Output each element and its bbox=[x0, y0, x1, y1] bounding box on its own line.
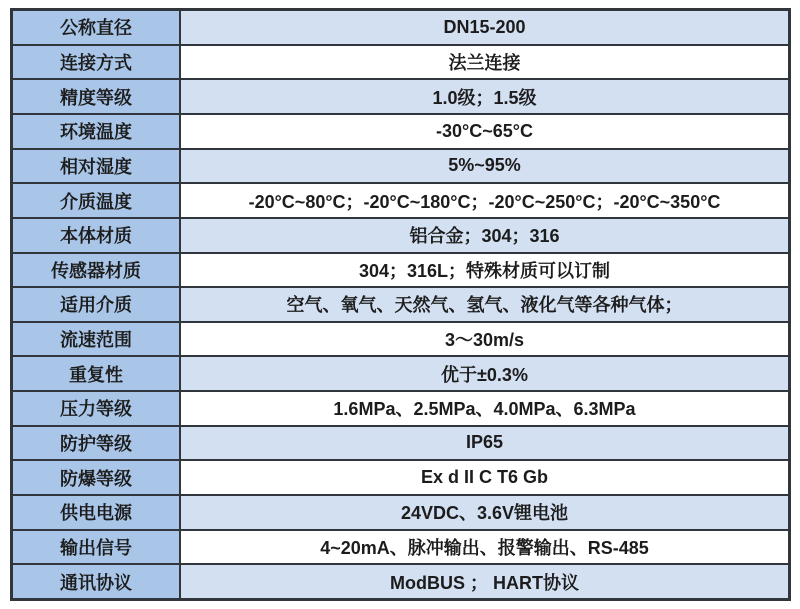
table-row bbox=[12, 426, 790, 461]
table-row bbox=[12, 391, 790, 426]
spec-label: 环境温度 bbox=[12, 114, 181, 149]
spec-label: 供电电源 bbox=[12, 495, 181, 530]
spec-table-body bbox=[12, 10, 790, 600]
spec-label: 通讯协议 bbox=[12, 564, 181, 599]
table-row bbox=[12, 356, 790, 391]
spec-label: 公称直径 bbox=[12, 10, 181, 45]
spec-value: Ex d II C T6 Gb bbox=[180, 460, 790, 495]
table-row bbox=[12, 287, 790, 322]
spec-value: 优于±0.3% bbox=[180, 356, 790, 391]
table-row bbox=[12, 460, 790, 495]
table-row bbox=[12, 564, 790, 599]
spec-label: 介质温度 bbox=[12, 183, 181, 218]
spec-value: 24VDC、3.6V锂电池 bbox=[180, 495, 790, 530]
spec-label: 输出信号 bbox=[12, 530, 181, 565]
table-row bbox=[12, 10, 790, 45]
spec-label: 压力等级 bbox=[12, 391, 181, 426]
spec-label: 适用介质 bbox=[12, 287, 181, 322]
table-row bbox=[12, 322, 790, 357]
table-row bbox=[12, 45, 790, 80]
table-row bbox=[12, 183, 790, 218]
table-row bbox=[12, 79, 790, 114]
spec-value: DN15-200 bbox=[180, 10, 790, 45]
spec-value: IP65 bbox=[180, 426, 790, 461]
spec-value: 5%~95% bbox=[180, 149, 790, 184]
spec-value: 法兰连接 bbox=[180, 45, 790, 80]
spec-value: 铝合金；304；316 bbox=[180, 218, 790, 253]
spec-label: 传感器材质 bbox=[12, 253, 181, 288]
spec-label: 防护等级 bbox=[12, 426, 181, 461]
table-row bbox=[12, 218, 790, 253]
spec-label: 精度等级 bbox=[12, 79, 181, 114]
spec-value: -30°C~65°C bbox=[180, 114, 790, 149]
spec-label: 防爆等级 bbox=[12, 460, 181, 495]
spec-value: -20°C~80°C；-20°C~180°C；-20°C~250°C；-20°C~350°C bbox=[180, 183, 790, 218]
spec-table bbox=[10, 8, 791, 601]
spec-label: 连接方式 bbox=[12, 45, 181, 80]
spec-label: 流速范围 bbox=[12, 322, 181, 357]
spec-label: 重复性 bbox=[12, 356, 181, 391]
table-row bbox=[12, 530, 790, 565]
table-row bbox=[12, 149, 790, 184]
spec-value: 空气、氧气、天然气、氢气、液化气等各种气体； bbox=[180, 287, 790, 322]
spec-value: 3～30m/s bbox=[180, 322, 790, 357]
spec-value: 1.0级；1.5级 bbox=[180, 79, 790, 114]
table-row bbox=[12, 253, 790, 288]
spec-value: 4~20mA、脉冲输出、报警输出、RS-485 bbox=[180, 530, 790, 565]
spec-value: 1.6MPa、2.5MPa、4.0MPa、6.3MPa bbox=[180, 391, 790, 426]
spec-label: 相对湿度 bbox=[12, 149, 181, 184]
spec-label: 本体材质 bbox=[12, 218, 181, 253]
table-row bbox=[12, 114, 790, 149]
spec-value: ModBUS ； HART协议 bbox=[180, 564, 790, 599]
table-row bbox=[12, 495, 790, 530]
spec-value: 304；316L；特殊材质可以订制 bbox=[180, 253, 790, 288]
